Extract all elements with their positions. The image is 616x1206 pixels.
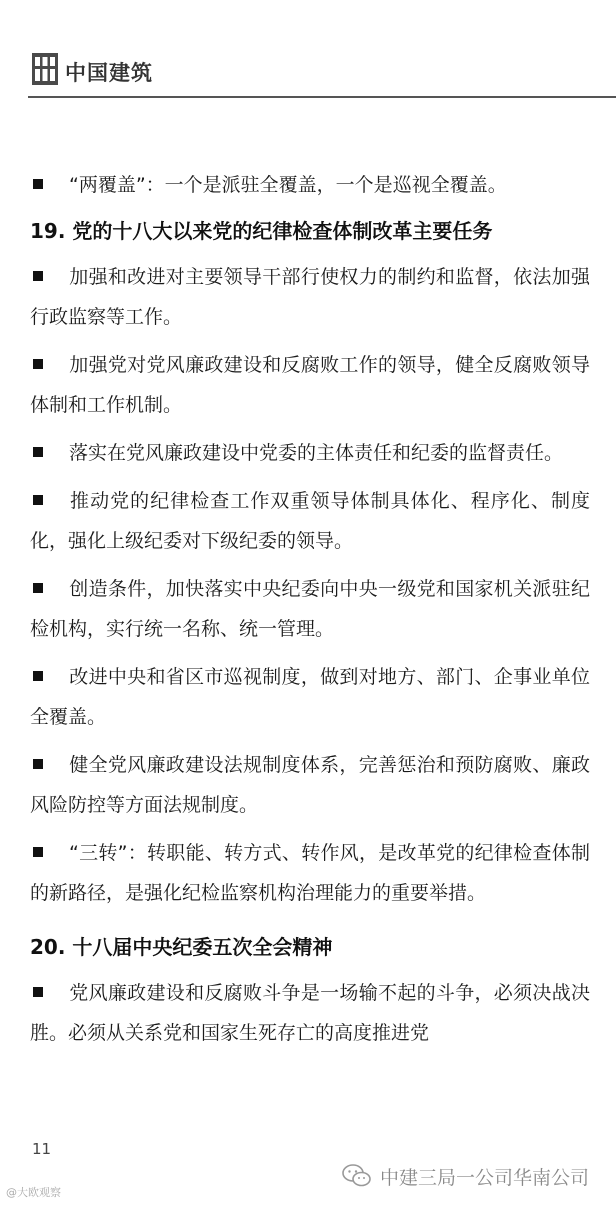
list-item: “两覆盖”：一个是派驻全覆盖，一个是巡视全覆盖。 [30, 165, 590, 205]
square-bullet-icon [33, 447, 43, 457]
corner-watermark: @大欧观察 [6, 1186, 61, 1199]
list-item: 改进中央和省区市巡视制度，做到对地方、部门、企事业单位全覆盖。 [30, 666, 590, 728]
list-item: 加强党对党风廉政建设和反腐败工作的领导，健全反腐败领导体制和工作机制。 [30, 354, 590, 416]
square-bullet-icon [33, 359, 43, 369]
square-bullet-icon [33, 583, 43, 593]
section-heading-20: 20. 十八届中央纪委五次全会精神 [30, 935, 333, 959]
list-item: 落实在党风廉政建设中党委的主体责任和纪委的监督责任。 [30, 433, 590, 473]
page-number: 11 [32, 1140, 52, 1158]
list-item: 推动党的纪律检查工作双重领导体制具体化、程序化、制度化，强化上级纪委对下级纪委的领导。 [30, 490, 590, 552]
list-item: “三转”：转职能、转方式、转作风，是改革党的纪律检查体制的新路径，是强化纪检监察机构治理能力的重要举措。 [30, 842, 590, 904]
square-bullet-icon [33, 671, 43, 681]
list-item: 党风廉政建设和反腐败斗争是一场输不起的斗争，必须决战决胜。必须从关系党和国家生死存亡的高度推进党 [30, 982, 590, 1044]
list-item: 创造条件，加快落实中央纪委向中央一级党和国家机关派驻纪检机构，实行统一名称、统一管理。 [30, 578, 590, 640]
square-bullet-icon [33, 987, 43, 997]
header-divider [28, 96, 616, 98]
square-bullet-icon [33, 495, 43, 505]
square-bullet-icon [33, 179, 43, 189]
document-body [30, 165, 590, 1061]
page-header [0, 0, 616, 100]
logo-text: 中国建筑 [65, 61, 153, 85]
cscec-logo-icon [32, 53, 58, 85]
list-item: 加强和改进对主要领导干部行使权力的制约和监督，依法加强行政监察等工作。 [30, 266, 590, 328]
square-bullet-icon [33, 759, 43, 769]
wechat-icon [342, 1163, 372, 1189]
watermark-text: 中建三局一公司华南公司 [380, 1167, 590, 1189]
section-heading-19: 19. 党的十八大以来党的纪律检查体制改革主要任务 [30, 219, 493, 243]
square-bullet-icon [33, 271, 43, 281]
list-item: 健全党风廉政建设法规制度体系，完善惩治和预防腐败、廉政风险防控等方面法规制度。 [30, 754, 590, 816]
square-bullet-icon [33, 847, 43, 857]
